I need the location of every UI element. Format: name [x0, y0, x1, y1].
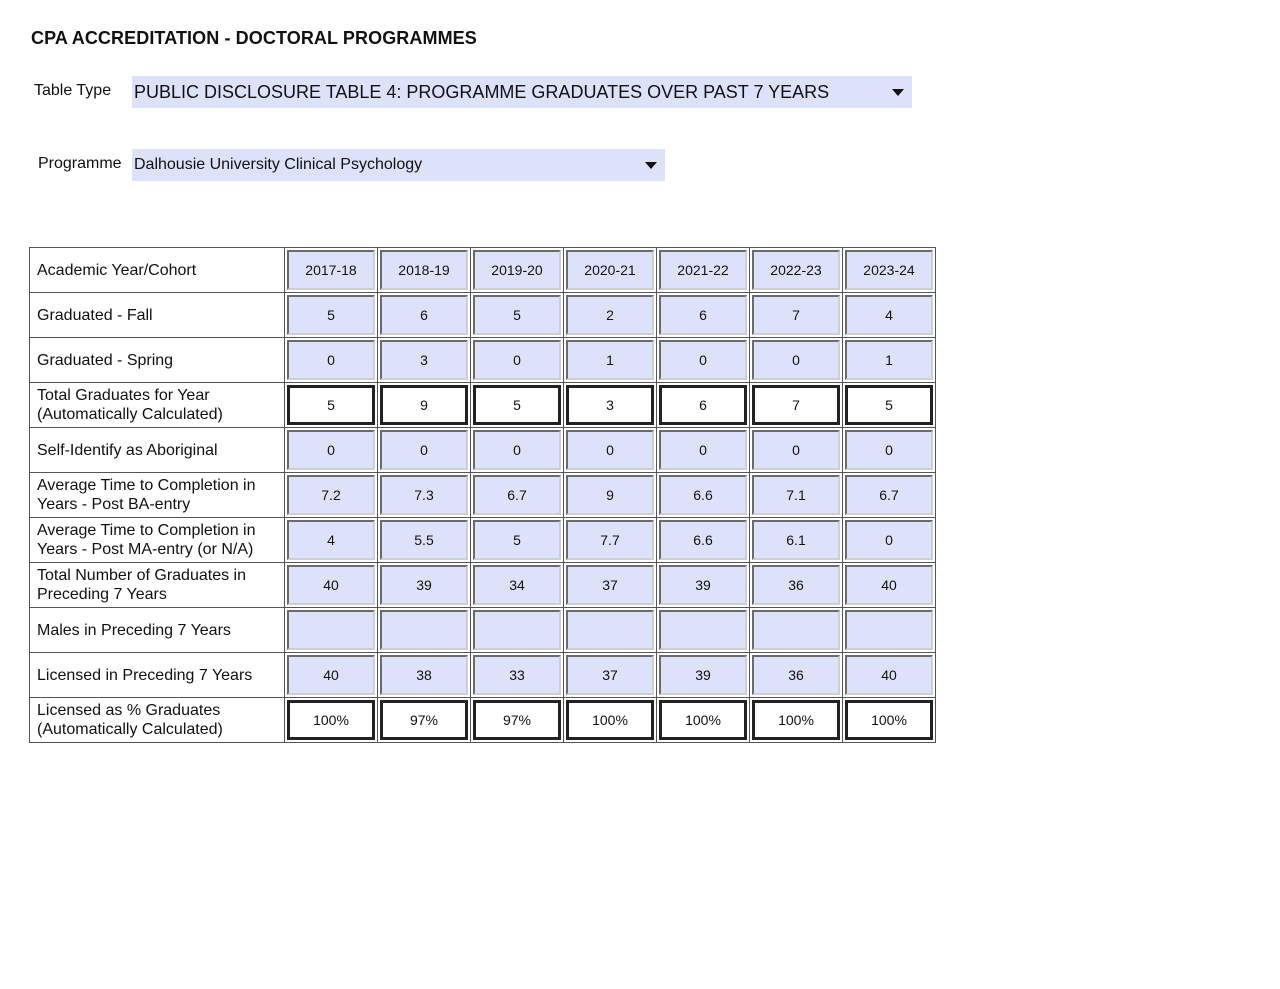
- programme-dropdown[interactable]: [132, 149, 665, 181]
- table-cell: [285, 293, 378, 338]
- table-cell: [564, 338, 657, 383]
- input-field[interactable]: 36: [752, 655, 840, 695]
- input-field[interactable]: 0: [752, 430, 840, 470]
- calculated-field: 100%: [752, 700, 840, 740]
- input-field[interactable]: 6.7: [473, 475, 561, 515]
- input-field[interactable]: 0: [752, 340, 840, 380]
- input-field[interactable]: 0: [659, 430, 747, 470]
- table-cell: [843, 473, 936, 518]
- input-field[interactable]: [752, 610, 840, 650]
- input-field[interactable]: 0: [566, 430, 654, 470]
- table-cell: [564, 383, 657, 428]
- table-cell: [564, 518, 657, 563]
- calculated-field: 97%: [473, 700, 561, 740]
- table-cell: [750, 518, 843, 563]
- input-field[interactable]: 5: [473, 520, 561, 560]
- table-row: [30, 428, 936, 473]
- input-field[interactable]: 0: [845, 520, 933, 560]
- table-cell: [564, 293, 657, 338]
- input-field[interactable]: 0: [473, 340, 561, 380]
- input-field[interactable]: 40: [845, 565, 933, 605]
- table-cell: [843, 428, 936, 473]
- year-header-cell: [378, 248, 471, 293]
- year-header-cell: [750, 248, 843, 293]
- table-cell: [564, 473, 657, 518]
- input-field[interactable]: 0: [473, 430, 561, 470]
- table-cell: [750, 383, 843, 428]
- table-cell: [657, 563, 750, 608]
- table-row: [30, 563, 936, 608]
- input-field[interactable]: 7: [752, 295, 840, 335]
- input-field[interactable]: 39: [380, 565, 468, 605]
- table-cell: [285, 698, 378, 743]
- year-header-cell: [843, 248, 936, 293]
- year-header: 2021-22: [659, 250, 747, 290]
- input-field[interactable]: 7.1: [752, 475, 840, 515]
- input-field[interactable]: 1: [845, 340, 933, 380]
- input-field[interactable]: 0: [287, 430, 375, 470]
- input-field[interactable]: 7.3: [380, 475, 468, 515]
- table-row: [30, 608, 936, 653]
- input-field[interactable]: 0: [845, 430, 933, 470]
- input-field[interactable]: [566, 610, 654, 650]
- input-field[interactable]: 40: [845, 655, 933, 695]
- input-field[interactable]: 3: [380, 340, 468, 380]
- table-cell: [843, 698, 936, 743]
- input-field[interactable]: 34: [473, 565, 561, 605]
- input-field[interactable]: 1: [566, 340, 654, 380]
- table-cell: [285, 563, 378, 608]
- table-cell: [471, 473, 564, 518]
- input-field[interactable]: 5: [473, 295, 561, 335]
- chevron-down-icon[interactable]: [888, 76, 908, 108]
- input-field[interactable]: 2: [566, 295, 654, 335]
- table-cell: [285, 338, 378, 383]
- table-row: [30, 473, 936, 518]
- table-cell: [378, 608, 471, 653]
- input-field[interactable]: 39: [659, 655, 747, 695]
- table-type-value: PUBLIC DISCLOSURE TABLE 4: PROGRAMME GRADUATES OVER PAST 7 YEARS: [134, 81, 830, 102]
- table-cell: [285, 473, 378, 518]
- year-header: 2019-20: [473, 250, 561, 290]
- input-field[interactable]: 33: [473, 655, 561, 695]
- table-cell: [843, 293, 936, 338]
- input-field[interactable]: 0: [659, 340, 747, 380]
- table-cell: [657, 338, 750, 383]
- chevron-down-icon[interactable]: [641, 149, 661, 181]
- input-field[interactable]: [287, 610, 375, 650]
- programme-label: Programme: [38, 155, 122, 172]
- calculated-field: 100%: [659, 700, 747, 740]
- input-field[interactable]: 40: [287, 655, 375, 695]
- input-field[interactable]: 6.6: [659, 520, 747, 560]
- input-field[interactable]: 7.7: [566, 520, 654, 560]
- input-field[interactable]: 38: [380, 655, 468, 695]
- table-cell: [657, 473, 750, 518]
- calculated-field: 100%: [566, 700, 654, 740]
- table-cell: [285, 608, 378, 653]
- table-cell: [378, 293, 471, 338]
- calculated-field: 9: [380, 385, 468, 425]
- row-label: Average Time to Completion in Years - Post BA-entry: [30, 473, 285, 518]
- input-field[interactable]: 6.6: [659, 475, 747, 515]
- table-cell: [471, 653, 564, 698]
- calculated-field: 5: [845, 385, 933, 425]
- year-header-cell: [471, 248, 564, 293]
- input-field[interactable]: 36: [752, 565, 840, 605]
- input-field[interactable]: [380, 610, 468, 650]
- row-label: Graduated - Spring: [30, 338, 285, 383]
- input-field[interactable]: [845, 610, 933, 650]
- calculated-field: 5: [473, 385, 561, 425]
- header-label: Academic Year/Cohort: [30, 248, 285, 293]
- table-cell: [657, 383, 750, 428]
- input-field[interactable]: 9: [566, 475, 654, 515]
- table-row: [30, 698, 936, 743]
- table-cell: [843, 608, 936, 653]
- programme-value: Dalhousie University Clinical Psychology: [134, 156, 423, 173]
- table-cell: [378, 698, 471, 743]
- input-field[interactable]: [473, 610, 561, 650]
- table-cell: [843, 653, 936, 698]
- row-label: Males in Preceding 7 Years: [30, 608, 285, 653]
- year-header-cell: [657, 248, 750, 293]
- table-cell: [657, 653, 750, 698]
- table-cell: [285, 383, 378, 428]
- table-cell: [750, 653, 843, 698]
- table-cell: [750, 338, 843, 383]
- table-cell: [564, 428, 657, 473]
- table-cell: [378, 518, 471, 563]
- table-cell: [657, 518, 750, 563]
- input-field[interactable]: 5.5: [380, 520, 468, 560]
- input-field[interactable]: [659, 610, 747, 650]
- table-type-dropdown[interactable]: [132, 76, 912, 108]
- calculated-field: 3: [566, 385, 654, 425]
- table-cell: [750, 293, 843, 338]
- input-field[interactable]: 7.2: [287, 475, 375, 515]
- year-header: 2017-18: [287, 250, 375, 290]
- table-cell: [378, 653, 471, 698]
- table-cell: [378, 338, 471, 383]
- row-label: Total Graduates for Year (Automatically Calculated): [30, 383, 285, 428]
- input-field[interactable]: 6: [380, 295, 468, 335]
- table-cell: [750, 428, 843, 473]
- table-cell: [657, 698, 750, 743]
- graduates-table: [29, 247, 936, 743]
- table-cell: [471, 293, 564, 338]
- table-cell: [471, 428, 564, 473]
- table-cell: [285, 653, 378, 698]
- table-cell: [750, 608, 843, 653]
- input-field[interactable]: 40: [287, 565, 375, 605]
- year-header-cell: [564, 248, 657, 293]
- table-cell: [285, 428, 378, 473]
- table-cell: [843, 338, 936, 383]
- table-cell: [378, 563, 471, 608]
- table-row: [30, 653, 936, 698]
- table-cell: [471, 338, 564, 383]
- table-cell: [378, 428, 471, 473]
- table-cell: [843, 383, 936, 428]
- calculated-field: 97%: [380, 700, 468, 740]
- table-cell: [657, 608, 750, 653]
- table-cell: [471, 518, 564, 563]
- input-field[interactable]: 0: [287, 340, 375, 380]
- table-cell: [471, 608, 564, 653]
- table-cell: [564, 653, 657, 698]
- calculated-field: 5: [287, 385, 375, 425]
- calculated-field: 6: [659, 385, 747, 425]
- table-row: [30, 383, 936, 428]
- table-cell: [471, 563, 564, 608]
- table-cell: [657, 293, 750, 338]
- year-header-cell: [285, 248, 378, 293]
- input-field[interactable]: 5: [287, 295, 375, 335]
- header-row: [30, 248, 936, 293]
- input-field[interactable]: 6: [659, 295, 747, 335]
- table-cell: [564, 563, 657, 608]
- calculated-field: 100%: [845, 700, 933, 740]
- table-cell: [750, 473, 843, 518]
- table-cell: [843, 563, 936, 608]
- table-row: [30, 338, 936, 383]
- calculated-field: 100%: [287, 700, 375, 740]
- table-cell: [657, 428, 750, 473]
- table-row: [30, 293, 936, 338]
- input-field[interactable]: 4: [287, 520, 375, 560]
- table-cell: [378, 383, 471, 428]
- input-field[interactable]: 6.7: [845, 475, 933, 515]
- year-header: 2022-23: [752, 250, 840, 290]
- table-cell: [750, 563, 843, 608]
- year-header: 2023-24: [845, 250, 933, 290]
- row-label: Self-Identify as Aboriginal: [30, 428, 285, 473]
- year-header: 2020-21: [566, 250, 654, 290]
- input-field[interactable]: 0: [380, 430, 468, 470]
- row-label: Total Number of Graduates in Preceding 7 Years: [30, 563, 285, 608]
- row-label: Licensed as % Graduates (Automatically Calculated): [30, 698, 285, 743]
- table-row: [30, 518, 936, 563]
- table-cell: [471, 383, 564, 428]
- table-type-label: Table Type: [34, 82, 112, 99]
- row-label: Average Time to Completion in Years - Post MA-entry (or N/A): [30, 518, 285, 563]
- table-cell: [564, 608, 657, 653]
- calculated-field: 7: [752, 385, 840, 425]
- row-label: Licensed in Preceding 7 Years: [30, 653, 285, 698]
- input-field[interactable]: 6.1: [752, 520, 840, 560]
- table-cell: [843, 518, 936, 563]
- input-field[interactable]: 37: [566, 655, 654, 695]
- input-field[interactable]: 39: [659, 565, 747, 605]
- table-cell: [750, 698, 843, 743]
- table-cell: [285, 518, 378, 563]
- table-cell: [564, 698, 657, 743]
- year-header: 2018-19: [380, 250, 468, 290]
- row-label: Graduated - Fall: [30, 293, 285, 338]
- input-field[interactable]: 4: [845, 295, 933, 335]
- input-field[interactable]: 37: [566, 565, 654, 605]
- page-title: CPA ACCREDITATION - DOCTORAL PROGRAMMES: [31, 28, 477, 48]
- table-cell: [378, 473, 471, 518]
- table-cell: [471, 698, 564, 743]
